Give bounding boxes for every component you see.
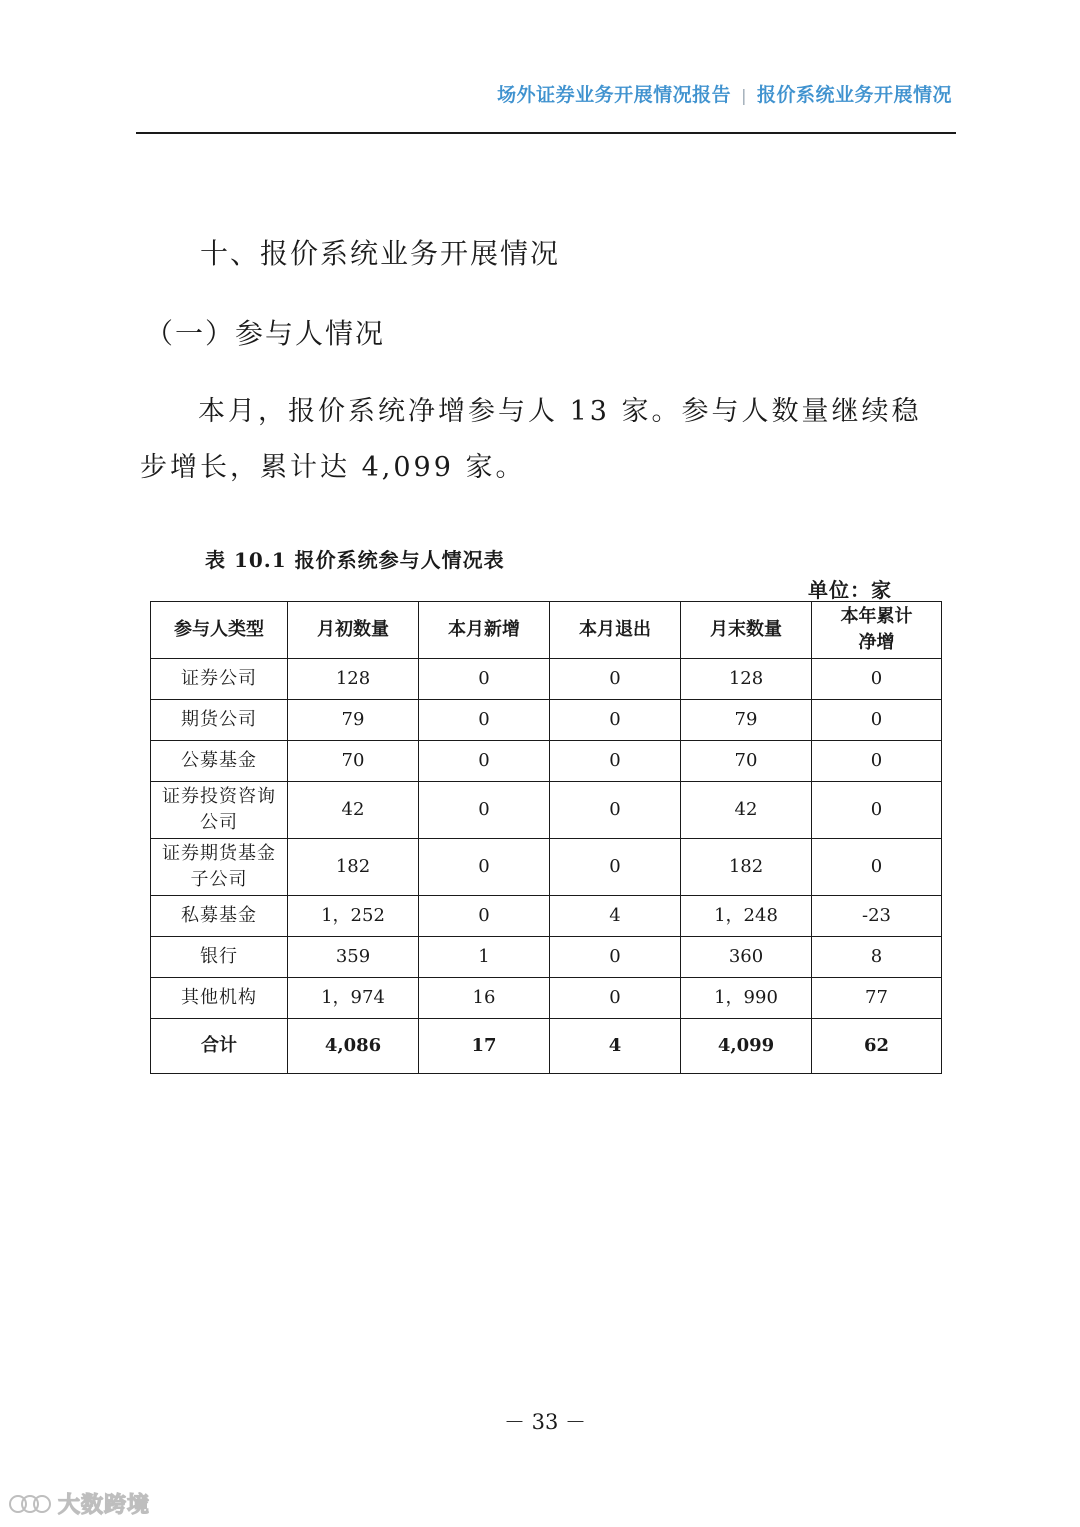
header-cell: 本月退出 [550,602,681,659]
table-row [151,741,942,782]
table-cell: 0 [550,659,681,700]
table-cell: 1，248 [681,896,812,937]
watermark-text: 大数跨境 [58,1493,151,1518]
table-cell: 360 [681,937,812,978]
table-cell: 16 [419,978,550,1019]
table-cell: -23 [812,896,942,937]
header-cell: 参与人类型 [151,602,288,659]
table-cell: 证券公司 [151,659,288,700]
table-cell: 1，990 [681,978,812,1019]
participants-table [150,601,942,1074]
subsection-title: （一）参与人情况 [145,317,386,350]
header-cell: 月末数量 [681,602,812,659]
table-cell: 4,099 [681,1019,812,1074]
header-section-title: 报价系统业务开展情况 [756,84,952,106]
table-row [151,896,942,937]
watermark-logo-icon [8,1491,52,1517]
table-cell: 128 [288,659,419,700]
table-cell: 42 [681,782,812,839]
header-divider [136,132,956,134]
table-cell: 0 [812,839,942,896]
table-cell: 其他机构 [151,978,288,1019]
table-cell: 0 [419,659,550,700]
page-number: － 33 － [503,1410,587,1434]
table-cell: 70 [288,741,419,782]
table-row [151,659,942,700]
table-cell: 4,086 [288,1019,419,1074]
table-cell: 17 [419,1019,550,1074]
table-cell: 银行 [151,937,288,978]
table-cell: 1 [419,937,550,978]
table-cell: 0 [419,700,550,741]
table-cell: 0 [812,700,942,741]
body-paragraph: 本月，报价系统净增参与人 13 家。参与人数量继续稳步增长，累计达 4,099 家。 [140,396,922,483]
table-cell: 期货公司 [151,700,288,741]
table-row [151,700,942,741]
table-cell: 79 [681,700,812,741]
header-report-title: 场外证券业务开展情况报告 [497,84,732,106]
table-cell: 182 [681,839,812,896]
table-cell: 0 [419,741,550,782]
table-cell: 0 [550,978,681,1019]
table-cell: 1，974 [288,978,419,1019]
table-cell: 182 [288,839,419,896]
table-cell: 62 [812,1019,942,1074]
table-row [151,978,942,1019]
table-cell: 42 [288,782,419,839]
table-cell: 4 [550,896,681,937]
table-cell: 0 [419,839,550,896]
table-caption: 表 10.1 报价系统参与人情况表 [205,548,505,572]
table-cell: 0 [550,782,681,839]
table-cell: 128 [681,659,812,700]
table-cell: 0 [550,937,681,978]
table-cell: 0 [550,700,681,741]
header-cell: 本月新增 [419,602,550,659]
table-cell: 公募基金 [151,741,288,782]
table-cell: 证券投资咨询公司 [151,782,288,839]
table-cell: 0 [812,741,942,782]
header-separator: | [741,86,747,105]
table-cell: 0 [550,741,681,782]
table-row [151,937,942,978]
table-cell: 私募基金 [151,896,288,937]
table-cell: 8 [812,937,942,978]
table-cell: 1，252 [288,896,419,937]
table-cell: 0 [419,896,550,937]
table-cell: 证券期货基金子公司 [151,839,288,896]
watermark [8,1488,150,1519]
table-cell: 77 [812,978,942,1019]
running-header [497,80,952,107]
table-cell: 4 [550,1019,681,1074]
table-cell: 79 [288,700,419,741]
table-cell: 合计 [151,1019,288,1074]
table-cell: 70 [681,741,812,782]
table-cell: 0 [812,782,942,839]
table-cell: 0 [550,839,681,896]
table-cell: 359 [288,937,419,978]
table-header-row [151,602,942,659]
table-total-row [151,1019,942,1074]
table-row [151,782,942,839]
table-cell: 0 [419,782,550,839]
table-cell: 0 [812,659,942,700]
table-unit-label: 单位：家 [808,578,892,602]
header-cell: 本年累计 净增 [812,602,942,659]
table-row [151,839,942,896]
section-title: 十、报价系统业务开展情况 [200,237,561,270]
header-cell: 月初数量 [288,602,419,659]
